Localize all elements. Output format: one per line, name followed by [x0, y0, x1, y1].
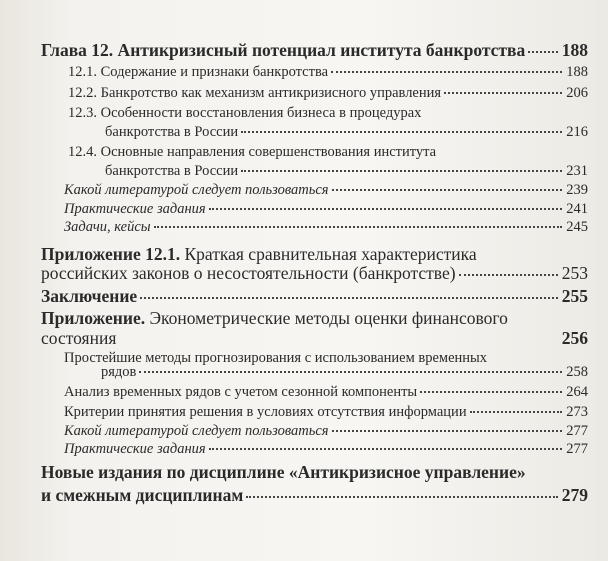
dot-leader	[241, 131, 562, 133]
toc-entry-title: Задачи, кейсы	[64, 219, 151, 235]
toc-page-number: 255	[561, 286, 588, 306]
dot-leader	[140, 297, 558, 299]
toc-page-number: 188	[561, 40, 588, 60]
dot-leader	[331, 71, 562, 73]
toc-entry-title: Новые издания по дисциплине «Антикризисное управление»	[41, 462, 526, 482]
toc-appendix-line2[interactable]	[41, 328, 588, 349]
toc-chapter-12[interactable]	[41, 40, 588, 61]
toc-entry-title-cont: рядов	[101, 364, 137, 380]
toc-section-12-2[interactable]	[68, 85, 588, 102]
toc-page-number: 188	[566, 64, 588, 80]
dot-leader	[459, 274, 558, 276]
toc-entry-title-cont: состояния	[41, 328, 117, 348]
dot-leader	[241, 170, 562, 172]
toc-appendix-label: Приложение.	[41, 308, 146, 328]
dot-leader	[154, 226, 563, 228]
toc-page-number: 279	[561, 485, 588, 505]
toc-entry-title: 12.1. Содержание и признаки банкротства	[68, 64, 329, 80]
toc-page-number: 277	[566, 423, 588, 439]
toc-page-number: 216	[566, 124, 588, 140]
toc-section-12-4-line1[interactable]	[68, 144, 588, 161]
toc-entry-title: 12.3. Особенности восстановления бизнеса в процедурах	[68, 105, 422, 121]
toc-section-12-1[interactable]	[68, 64, 588, 81]
toc-page-number: 231	[566, 163, 588, 179]
dot-leader	[470, 411, 563, 413]
toc-entry-title: Простейшие методы прогнозирования с использованием временных	[64, 350, 488, 366]
toc-simple-methods-line2[interactable]	[101, 364, 588, 381]
dot-leader	[420, 391, 562, 393]
toc-practical-2[interactable]	[64, 441, 588, 458]
dot-leader	[332, 189, 563, 191]
toc-entry-title: Какой литературой следует пользоваться	[64, 182, 329, 198]
toc-section-12-4-line2[interactable]	[105, 163, 588, 180]
toc-entry-title: 12.2. Банкротство как механизм антикризисного управления	[68, 85, 442, 101]
toc-page-number: 239	[566, 182, 588, 198]
toc-page-number: 245	[566, 219, 588, 235]
toc-entry-title: Практические задания	[64, 441, 206, 457]
toc-decision-criteria[interactable]	[64, 404, 588, 421]
toc-entry-title-cont: банкротства в России	[105, 124, 239, 140]
toc-page-number: 277	[566, 441, 588, 457]
toc-seasonal-analysis[interactable]	[64, 384, 588, 401]
dot-leader	[444, 92, 562, 94]
toc-page-number: 258	[566, 364, 588, 380]
toc-entry-title: Глава 12. Антикризисный потенциал института банкротства	[41, 40, 526, 60]
toc-entry-title: Какой литературой следует пользоваться	[64, 423, 329, 439]
toc-page-number: 273	[566, 404, 588, 420]
dot-leader	[528, 51, 558, 53]
toc-new-editions-line1[interactable]	[41, 462, 588, 483]
toc-entry-title-cont: и смежным дисциплинам	[41, 485, 244, 505]
dot-leader	[246, 496, 558, 498]
toc-practical-1[interactable]	[64, 201, 588, 218]
toc-entry-title: Практические задания	[64, 201, 206, 217]
toc-entry-title: Критерии принятия решения в условиях отсутствия информации	[64, 404, 467, 420]
toc-page-number: 253	[561, 263, 588, 283]
toc-entry-title: 12.4. Основные направления совершенствования института	[68, 144, 437, 160]
toc-page-number: 264	[566, 384, 588, 400]
toc-entry-title-cont: российских законов о несостоятельности (банкротстве)	[41, 263, 456, 283]
toc-literature-1[interactable]	[64, 182, 588, 199]
toc-appendix-12-1-line2[interactable]	[41, 263, 588, 284]
dot-leader	[209, 448, 563, 450]
toc-tasks-1[interactable]	[64, 219, 588, 236]
toc-page-number: 206	[566, 85, 588, 101]
toc-appendix-12-1-line1[interactable]	[41, 244, 588, 265]
leader-space	[119, 339, 557, 341]
toc-entry-title-cont: банкротства в России	[105, 163, 239, 179]
toc-conclusion[interactable]	[41, 286, 588, 307]
dot-leader	[139, 371, 562, 373]
toc-literature-2[interactable]	[64, 423, 588, 440]
toc-page-number: 241	[566, 201, 588, 217]
toc-new-editions-line2[interactable]	[41, 485, 588, 506]
toc-entry-title: Анализ временных рядов с учетом сезонной компоненты	[64, 384, 418, 400]
toc-section-12-3-line2[interactable]	[105, 124, 588, 141]
toc-entry-title: Эконометрические методы оценки финансового	[145, 308, 508, 328]
dot-leader	[209, 208, 563, 210]
toc-section-12-3-line1[interactable]	[68, 105, 588, 122]
toc-appendix-label: Приложение 12.1.	[41, 244, 181, 264]
toc-appendix-line1[interactable]	[41, 308, 588, 329]
toc-entry-title: Краткая сравнительная характеристика	[180, 244, 477, 264]
dot-leader	[332, 430, 563, 432]
toc-entry-title: Заключение	[41, 286, 138, 306]
toc-page-number: 256	[561, 328, 588, 348]
